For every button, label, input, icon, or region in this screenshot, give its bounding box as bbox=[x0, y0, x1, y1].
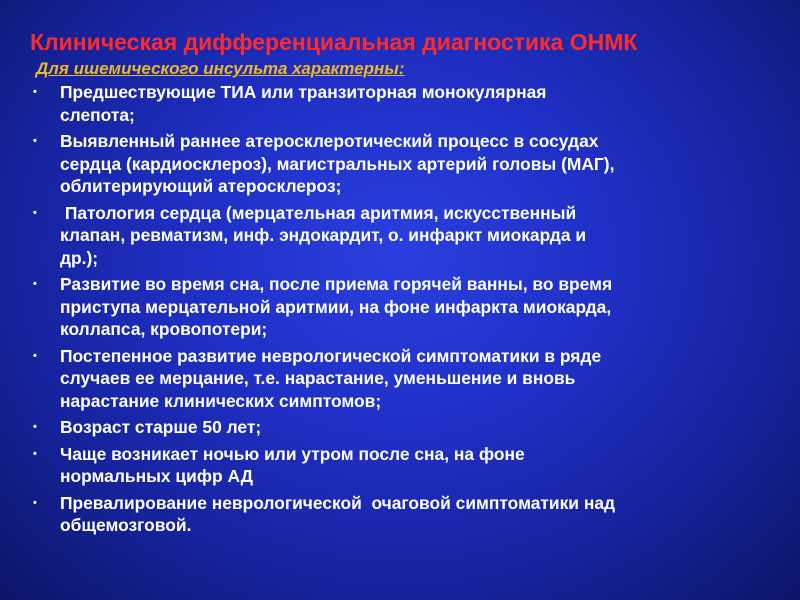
bullet-dot-icon: • bbox=[33, 496, 37, 509]
bullet-text: Развитие во время сна, после приема горячей ванны, во время приступа мерцательной аритмии, на фоне инфаркта миокарда, коллапса, кровопотери; bbox=[60, 274, 613, 339]
bullet-dot-icon: • bbox=[33, 349, 37, 362]
bullet-item bbox=[30, 81, 782, 126]
slide-subtitle: Для ишемического инсульта характерны: bbox=[36, 59, 405, 78]
bullet-dot-icon: • bbox=[33, 421, 37, 433]
bullet-dot-icon: • bbox=[33, 135, 37, 147]
bullet-text: Патология сердца (мерцательная аритмия, искусственный клапан, ревматизм, инф. эндокардит, о. инфаркт миокарда и др.); bbox=[60, 202, 587, 268]
bullet-item bbox=[30, 492, 782, 537]
bullet-dot-icon: • bbox=[33, 447, 37, 460]
bullet-text: Постепенное развитие неврологической симптоматики в ряде случаев ее мерцание, т.е. нарастание, уменьшение и вновь нарастание клинических симптомов; bbox=[60, 345, 602, 411]
bullet-item bbox=[30, 443, 782, 488]
bullet-item bbox=[30, 202, 782, 270]
bullet-dot-icon: • bbox=[33, 206, 37, 219]
bullet-text: Превалирование неврологической очаговой симптоматики над общемозговой. bbox=[60, 492, 616, 535]
bullet-item bbox=[30, 130, 782, 198]
bullet-dot-icon: • bbox=[33, 278, 37, 290]
bullet-text: Предшествующие ТИА или транзиторная монокулярная слепота; bbox=[60, 82, 547, 125]
bullet-item bbox=[30, 416, 782, 439]
bullet-text: Чаще возникает ночью или утром после сна, на фоне нормальных цифр АД bbox=[60, 443, 525, 486]
bullet-list bbox=[30, 81, 782, 541]
bullet-text: Выявленный раннее атеросклеротический процесс в сосудах сердца (кардиосклероз), магистральных артерий головы (МАГ), облитерирующий атеросклероз; bbox=[60, 131, 615, 196]
slide-title: Клиническая дифференциальная диагностика ОНМК bbox=[30, 29, 638, 55]
bullet-item bbox=[30, 345, 782, 413]
bullet-text: Возраст старше 50 лет; bbox=[60, 417, 262, 437]
bullet-dot-icon: • bbox=[33, 86, 37, 98]
bullet-item bbox=[30, 273, 782, 341]
